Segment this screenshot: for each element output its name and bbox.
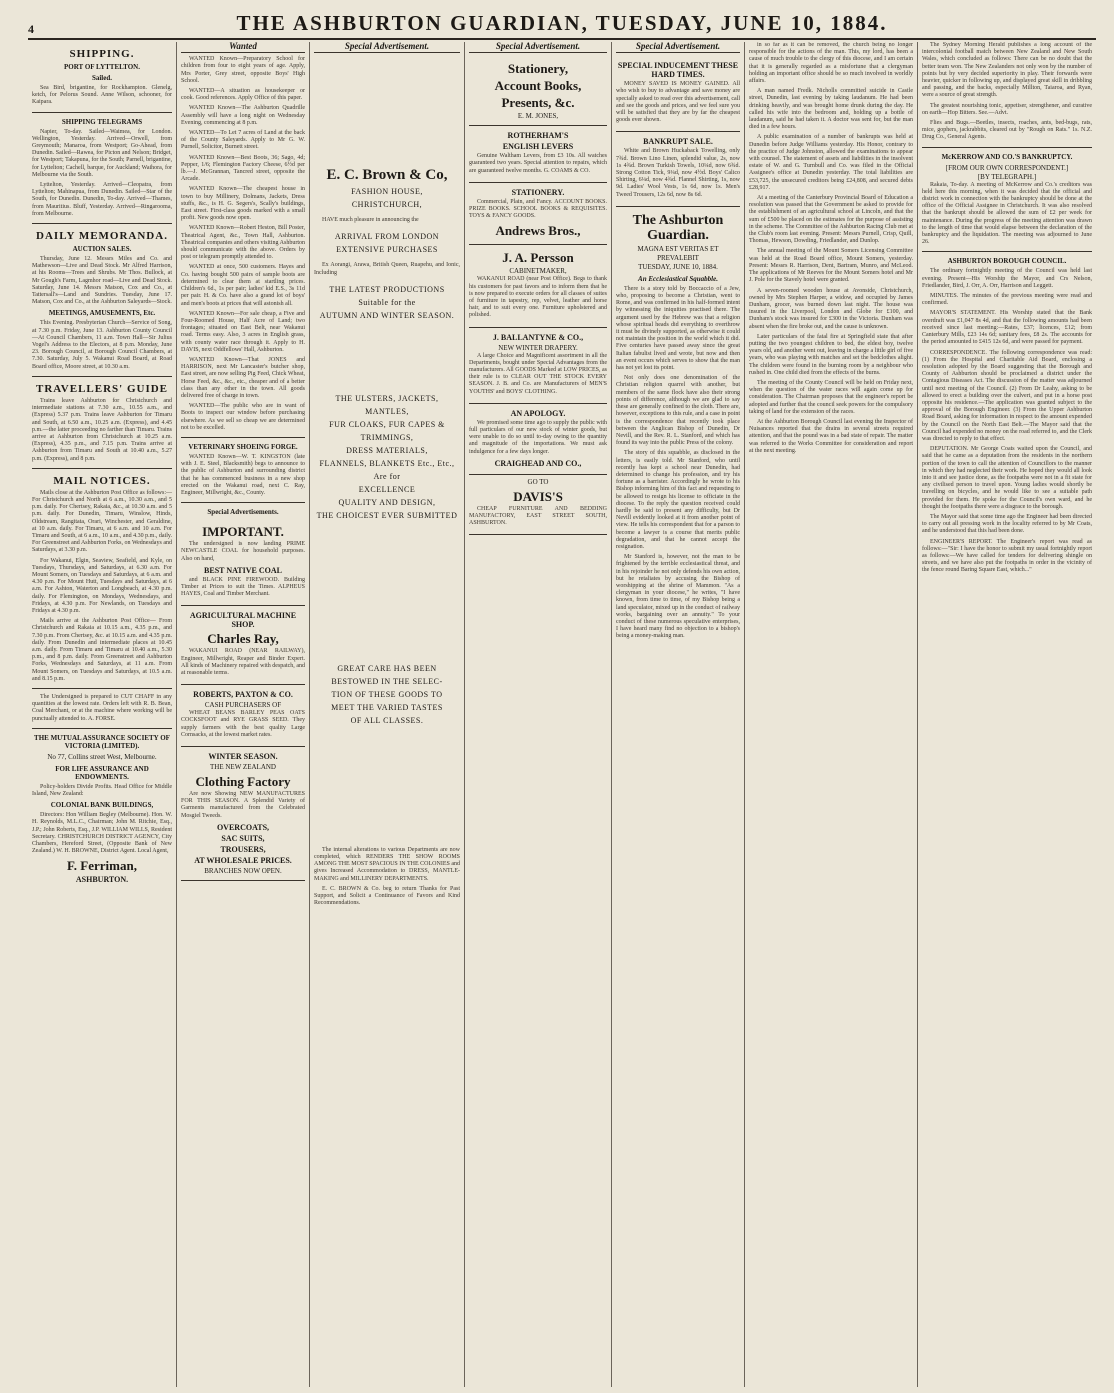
column-news — [745, 42, 918, 1387]
guardian-title: The Ashburton Guardian. — [632, 212, 724, 243]
coal-line: BEST NATIVE COAL — [204, 565, 282, 575]
rotherham-line: ROTHERHAM'S — [507, 131, 569, 141]
presents-title: Presents, &c. — [501, 95, 575, 111]
sailed-heading: Sailed. — [91, 74, 113, 82]
meetings-heading: MEETINGS, AMUSEMENTS, Etc. — [48, 309, 156, 318]
quality-line: QUALITY AND DESIGN, — [338, 497, 436, 507]
life-heading: FOR LIFE ASSURANCE AND ENDOWMENTS. — [55, 764, 149, 781]
travellers-text: Trains leave Ashburton for Christchurch and intermediate stations at 7.30 a.m., 10.55 a.m., and (Express) 5.37 p.m. Trains leave Ashburton for Timaru and South, at 6.50 a.m., 10.25 a.m. (Express), and 4.45 p.m.—the latter proceeding no farther than Timaru. Trains arrive at Ashburton from Christchurch at 10.25 a.m. (Express), 4.35 p.m., and 7.15 p.m. Trains arrive at Ashburton from Timaru and South at 10.40 a.m., 5.27 p.m. (Express), and 8 p.m. — [32, 397, 172, 462]
andrews-title: Andrews Bros., — [495, 223, 581, 239]
column-council — [918, 42, 1096, 1387]
special-heading: Special Advertisements. — [207, 508, 279, 517]
column-editorial — [612, 42, 745, 1387]
suitable-line: Suitable for the — [358, 297, 416, 307]
roberts-title: ROBERTS, PAXTON & CO. — [193, 690, 293, 700]
telegrams-heading: SHIPPING TELEGRAMS — [61, 117, 143, 126]
column-shipping — [28, 42, 177, 1387]
colonial-bank: COLONIAL BANK BUILDINGS, — [50, 801, 154, 810]
stationery2-line: STATIONERY. — [511, 187, 565, 197]
wanted-text: WANTED Known—Preparatory School for children from four to eight years of age. Apply, Mrs Porter, Grey street, opposite Boys' High School. WANTED—A situation as housekeeper or cook. Good references. Apply Office of this paper. WANTED Known—The Ashburton Quadrille Assembly will have a long night on Wednesday Evening, commencing at 8 p.m. WANTED—To Let 7 acres of Land at the back of the County Saleyards. Apply to Mr G. W. Purnell, Solicitor, Burnett street. WANTED Known—Best Boots, 36; Sago, 4d; Pepper, 1/6; Flemington Factory Cheese, 6½d per lb.—J. McGrannan, Tancred street, opposite the Arcade. WANTED Known—The cheapest house in town to buy Millinery, Dolmans, Jackets, Dress stuffs, &c., is H. G. Segers's, Scally's buildings, East street. First-class goods marked with a small profit. New goods now open. WANTED Known—Robert Heston, Bill Poster, Theatrical Agent, &c., Town Hall, Ashburton. Theatrical companies and others visiting Ashburton should communicate with the above. Orders by post or telegram promptly attended to. WANTED at once, 500 customers. Hayes and Co. having bought 500 pairs of sample boots are determined to clear them at startling prices. Children's 6d., 1s per pair; ladies' kid E.S., 3s 11d per pair. H. & Co. have also a grand lot of boys' and men's boots at prices that will astonish all. WANTED Known—For sale cheap, a Five and Four-Roomed House, Half Acre of Land; two frontages; situated on East Belt, near Wakanui road. Terms easy. Also, 3 acres in English grass, with county water race through it. Apply to H. DAVIS, next Oddfellows' Hall, Ashburton. WANTED Known—That JONES and HARRISON, next Mr Lancaster's butcher shop, East street, are now selling Pig Feed, Chick Wheat, Horse Feed, &c., &c., etc., cheaper and of a better class than any other in the town. All goods delivered free of charge in town. WANTED—The public who are in want of Boots to inspect our window before purchasing elsewhere. As we sell so cheap we are determined not to be excelled. — [181, 56, 305, 431]
telegraph-line: [BY TELEGRAPH.] — [977, 172, 1037, 181]
alterations-text: The internal alterations to various Departments are now completed, which RENDERS THE SHOW ROOMS AMONG THE MOST SPACIOUS IN THE COLONIES and gives Increased Accommodation to DRESS, MANTLE-MAKING and MILLINERY DEPARTMENTS. E. C. BROWN & Co. beg to return Thanks for Past Support, and Solicit a Continuance of Favors and Kind Recommendations. — [314, 846, 460, 907]
trousers-line: TROUSERS, — [220, 844, 266, 854]
fur-line: FUR CLOAKS, FUR CAPES & — [329, 419, 445, 429]
bestowed-line: BESTOWED IN THE SELEC- — [331, 676, 443, 686]
levers-ad: ROTHERHAM'S ENGLISH LEVERS Genuine Waltham Levers, from £3 10s. All watches guaranteed two years. Special attention to repairs, which are guaranteed twelve months. G. COAMS & CO. — [469, 126, 607, 183]
jones-ad — [469, 56, 607, 126]
extensive-line: EXTENSIVE PURCHASES — [336, 245, 438, 255]
meet-line: MEET THE VARIED TASTES — [331, 702, 443, 712]
important-title: IMPORTANT. — [202, 524, 284, 540]
mutual-office: No 77, Collins street West, Melbourne. — [47, 752, 157, 761]
memoranda-text: Thursday, June 12. Messrs Miles and Co. and Mathewson—Live and Dead Stock. Mr Alfred Harrison, at his Rooms—Trees and Shrubs. Mr Thos. Bullock, at Mr Gough's Farm, Lagmhor road—Live and Dead Stock. Saturday, June 14. Messrs Matson, Cox and Co., at Tattersall's—Land and Sundries. Tuesday, June 17. Matson, Cox and Co., at the Ashburton Saleyards—Stock. — [32, 256, 172, 306]
agent-name: F. Ferriman, — [67, 858, 137, 874]
flannels-line: FLANNELS, BLANKETS Etc., Etc., — [319, 458, 455, 468]
mckerrow-text: Rakaia, To-day. A meeting of McKerrow and Co.'s creditors was held here this morning, when it was decided that the official and district work in connection with the bankruptcy should be done at the office of the Official Assignee in Christchurch. It was also resolved that the bankrupt should be allowed the sum of £2 per week for maintenance. During the progress of the meeting attention was drawn to the length of time that would elapse between the declaration of the bankruptcy and the liquidation. The meeting was adjourned to June 26. — [922, 181, 1092, 246]
excellence-line: EXCELLENCE — [358, 484, 416, 494]
special-ad-heading-3: Special Advertisement. — [314, 42, 460, 53]
port-heading: PORT OF LYTTELTON. — [64, 63, 140, 71]
davis-title: DAVIS'S — [513, 488, 563, 504]
wanted-heading: Wanted — [181, 42, 305, 53]
go-to-line: GO TO — [527, 477, 549, 486]
ballantyne-title: J. BALLANTYNE & CO., — [492, 332, 584, 342]
auction-heading: AUCTION SALES. — [72, 245, 132, 254]
are-for-line: Are for — [373, 471, 401, 481]
great-care-line: GREAT CARE HAS BEEN — [337, 663, 437, 673]
andrews-ad: STATIONERY. Commercial, Plain, and Fancy. ACCOUNT BOOKS. PRIZE BOOKS. SCHOOL BOOKS & REQUISITES. TOYS & FANCY GOODS. Andrews Bros., — [469, 183, 607, 246]
mutual-heading: THE MUTUAL ASSURANCE SOCIETY OF VICTORIA (LIMITED). — [34, 733, 170, 750]
davis-ad: GO TO DAVIS'S CHEAP FURNITURE AND BEDDING MANUFACTORY, EAST STREET SOUTH, ASHBURTON. — [469, 475, 607, 536]
shipping-heading: SHIPPING. — [69, 48, 135, 60]
ray-ad: AGRICULTURAL MACHINE SHOP. Charles Ray, WAKANUI ROAD (NEAR RAILWAY), Engineer, Millwright, Reaper and Binder Expert. All kinds of Machinery repaired with despatch, and at reasonable terms. — [181, 606, 305, 685]
notice-text: The Undersigned is prepared to CUT CHAFF in any quantities at the lowest rate. Orders left with R. B. Bean, Coal Merchant, or at the machine where working will be punctually attended to. A. FORSE. — [32, 694, 172, 722]
memoranda-heading: DAILY MEMORANDA. — [36, 230, 168, 243]
guardian-date: TUESDAY, JUNE 10, 1884. — [638, 262, 718, 271]
drapery-line: NEW WINTER DRAPERY. — [498, 343, 578, 352]
mckerrow-heading: McKERROW AND CO.'S BANKRUPTCY. — [941, 152, 1073, 161]
cricket-text: The Sydney Morning Herald publishes a long account of the intercolonial football match between New Zealand and New South Wales, which concluded as follows: There can be no doubt that the better team won. The New Zealanders not only won by the number of points but by very decided superiority in play. Their forwards were heavier, quicker in following up, and displayed great skill in dribbling and passing, and the backs, especially Millton, Taiaroa, and Ryan, were a source of great strength. The greatest nourishing tonic, appetiser, strengthener, and curative on earth—Hop Bitters. See.—Advt. Flies and Bugs.—Beetles, insects, roaches, ants, bed-bugs, rats, mice, gophers, jackrabbits, cleared out by "Rough on Rats." 1s. N.Z. Drug Co., General Agents. — [922, 42, 1092, 141]
choicest-line: THE CHOICEST EVER SUBMITTED — [316, 510, 458, 520]
overcoats-line: OVERCOATS, — [216, 822, 270, 832]
town-line: CHRISTCHURCH, — [351, 200, 423, 210]
column-wanted — [177, 42, 310, 1387]
branches-line: BRANCHES NOW OPEN. — [204, 866, 282, 875]
meetings-text: This Evening. Presbyterian Church—Service of Song, at 7.30 p.m. Friday, June 13. Ashburton County Council—At Council Chambers, 11 a.m. Town Hall—Sir Julius Vogel's Address to the Electors, at 8 p.m. Monday, June 23. Borough Council, at Borough Council Chambers, at 7.30. Saturday, July 5. Wakanui Road Board, at Road Board office, Moore street, at 10.30 a.m. — [32, 320, 172, 370]
column-stationery — [465, 42, 612, 1387]
ray-title: Charles Ray, — [207, 631, 279, 647]
winter-heading: WINTER SEASON. — [208, 752, 278, 762]
special-ad-heading-4: Special Advertisement. — [469, 42, 607, 53]
columns — [28, 42, 1096, 1387]
agri-heading: AGRICULTURAL MACHINE SHOP. — [189, 611, 297, 630]
telegrams-text: Napier, To-day. Sailed—Waimea, for London. Wellington, Yesterday. Arrived—Orwell, from Greymouth; Manaroa, from Westport; Go-Ahead, from Dunedin. Sailed—Rawea, for Picton and Nelson; Bridget, for Westport; Takapuna, for the South; Parnell, brigantine, for Lyttelton; Cachell, barque, for Auckland; Waihora, for Melbourne via the South. Lyttelton, Yesterday. Arrived—Cleopatra, from Lyttelton; Mahinapua, from Dunedin. Sailed—Star of the South, for Dunedin. Dunedin, To-day. Arrived—Thames, from Mauritius. Bluff, Yesterday. Arrived—Ringarooma, from Melbourne. — [32, 128, 172, 217]
mutual-text: Policy-holders Divide Profits. Head Office for Middle Island, New Zealand: — [32, 783, 172, 798]
masthead — [28, 8, 1096, 40]
ulsters-line: THE ULSTERS, JACKETS, MANTLES, — [335, 393, 439, 416]
agent-town: ASHBURTON. — [75, 875, 129, 885]
travellers-heading: TRAVELLERS' GUIDE — [35, 382, 169, 395]
factory-title: Clothing Factory — [195, 774, 291, 790]
stationery-title: Stationery, — [507, 61, 569, 77]
newspaper-title: THE ASHBURTON GUARDIAN, TUESDAY, JUNE 10, 1884. — [236, 11, 888, 35]
sac-line: SAC SUITS, — [221, 833, 265, 843]
column-brown-ad: Special Advertisement. E. C. Brown & Co, FASHION HOUSE, CHRISTCHURCH, HAVE much pleasure in announcing the ARRIVAL FROM LONDON EXTENSIVE PURCHASES Ex Aorangi, Arawa, British Queen, Ruapehu, and Ionic, Including THE LATEST PRODUCTIONS Suitable for the AUTUMN AND WINTER SEASON. THE ULSTERS, JACKETS, MANTLES, FUR CLOAKS, FUR CAPES & TRIMMINGS, DRESS MATERIALS, FLANNELS, BLANKETS Etc., Etc., Are for EXCELLENCE QUALITY AND DESIGN, THE CHOICEST EVER SUBMITTED GREAT CARE HAS BEEN BESTOWED IN THE SELEC- TION OF THESE GOODS TO MEET THE VARIED TASTES OF ALL CLASSES. The internal alterations to various Departments are now completed, which RENDERS THE SHOW ROOMS AMONG THE MOST SPACIOUS IN THE COLONIES and gives Increased Accommodation to DRESS, MANTLE-MAKING and MILLINERY DEPARTMENTS. E. C. BROWN & Co. beg to return Thanks for Past Support, and Solicit a Continuance of Favors and Kind Recommendations. — [310, 42, 465, 1387]
classes-line: OF ALL CLASSES. — [350, 715, 424, 725]
wholesale-line: AT WHOLESALE PRICES. — [194, 855, 292, 865]
nz-cloth: THE NEW ZEALAND — [210, 763, 276, 772]
dress-line: DRESS MATERIALS, — [346, 445, 428, 455]
account-title: Account Books, — [494, 78, 582, 94]
council-heading: ASHBURTON BOROUGH COUNCIL. — [947, 257, 1067, 266]
jones-name: E. M. JONES, — [517, 112, 559, 121]
cabinet-line: CABINETMAKER, — [509, 267, 567, 276]
latest-line: THE LATEST PRODUCTIONS — [329, 284, 445, 294]
levers-line: ENGLISH LEVERS — [502, 142, 574, 152]
fashion-line: FASHION HOUSE, — [351, 187, 423, 197]
shipping-text: Sea Bird, brigantine, for Rockhampton. Glenelg, ketch, for Pelorus Sound. Anne Wilson, schooner, for Kaipara. — [32, 85, 172, 106]
vet-text: WANTED Known—W. T. KINGSTON (late with J. E. Steel, Blacksmith) begs to announce to the public of Ashburton and surrounding district that he has commenced business in a new shop erected on the Wakanui road, next C. Ray, Engineer, Millwright, &c., County. — [181, 453, 305, 496]
tion-line: TION OF THESE GOODS TO — [331, 689, 443, 699]
persson-ad: J. A. Persson CABINETMAKER, WAKANUI ROAD (near Post Office). Begs to thank his customers for past favors and to inform them that he is now prepared to execute orders for all classes of suites of furniture in tapestry, rep, velvet, leather and horse hair, and to suit every one. Furniture upholstered and polished. — [469, 245, 607, 327]
ballantyne-ad: J. BALLANTYNE & CO., NEW WINTER DRAPERY. A large Choice and Magnificent assortment in all the Departments, bought under Special Advantages from the manufacturers. All GOODS Marked at LOW PRICES, as their rule is to CLEAR OUT THE STOCK EVERY SEASON. J. B. and Co. are Manufacturers of MEN'S YOUTHS' and BOYS' CLOTHING. — [469, 328, 607, 404]
persson-title: J. A. Persson — [502, 250, 574, 266]
apology-title: AN APOLOGY. — [510, 408, 566, 418]
mail-heading: MAIL NOTICES. — [53, 474, 151, 487]
article-text: There is a story told by Boccaccio of a Jew, who, proposing to become a Christian, went to Rome, and was confirmed in his half-formed intent by witnessing the iniquities practised there. The argument used by the Hebrew was that a religion whose spiritual heads did everything to overthrow it must be divinely supported, as otherwise it could not maintain the position in the world which it did. Five centuries have passed away since the great Italian fabulist lived and wrote, but now and then an event occurs which serves to show that the man has not yet lost its point. Not only does one denomination of the Christian religion quarrel with another, but members of the same flock have also their strong points of difference, although we are glad to say these are generally confined to the cloth. There are, however, exceptions to this rule, and a case in point is the correspondence that recently took place between the Anglican Bishop of Dunedin, Dr Nevill, and the Rev. R. L. Stanford, and which has found its way into the public Press of the colony. The story of this squabble, as disclosed in the letters, is easily told. Mr Stanford, who until recently has kept a school near Dunedin, had determined to change his profession, and try his fortune as a barrister. Accordingly he wrote to his Bishop informing him of this fact and requesting to be allowed to resign his license to officiate in the diocese. To the reply the question received could hardly be said to present any difficulty, but Dr Nevill evidently looked at it from another point of view. He tells his correspondent that for a parson to become a lawyer is a course that merits public degradation, and that he cannot accept the resignation. Mr Stanford is, however, not the man to be frightened by the terrible ecclesiastical threat, and in his rejoinder he not only defends his own action, but he retaliates by accusing the Bishop of worshipping at the shrine of Mammon. "As a clergyman in your diocese," he writes, "I have known, from time to time, of my Bishop being a land speculator, mixed up in the conduct of railway works, bargaining over an annuity." To your conduct of these numerous speculative enterprises, I have heard many find no objection to a bishop's being a money-making man. — [616, 285, 740, 640]
brown-title: E. C. Brown & Co, — [326, 167, 448, 184]
trimmings-line: TRIMMINGS, — [360, 432, 414, 442]
special-ad-heading-5: Special Advertisement. — [616, 42, 740, 53]
roberts-buy: CASH PURCHASERS OF — [204, 701, 282, 710]
inducement-ad: SPECIAL INDUCEMENT THESE HARD TIMES. MONEY SAVED IS MONEY GAINED. All who wish to buy to advantage and save money are specially asked to read over this advertisement, call and see the goods and prices, and we feel sure you will be satisfied that they are by far the cheapest goods ever shown. — [616, 56, 740, 132]
coal-ad: IMPORTANT. The undersigned is now landing PRIME NEWCASTLE COAL for household purposes. Also on hand, BEST NATIVE COAL and BLACK PINE FIREWOOD. Building Timber at Prices to suit the Times. ALPHEUS HAYES, Coal and Timber Merchant. — [181, 519, 305, 606]
article-title: An Ecclesiastical Squabble. — [638, 274, 718, 283]
vet-heading: VETERINARY SHOEING FORGE. — [188, 442, 298, 451]
roberts-ad: ROBERTS, PAXTON & CO. CASH PURCHASERS OF WHEAT BEANS BARLEY PEAS OATS COCKSFOOT and RYE GRASS SEED. They supply farmers with the best quality Large Cornsacks, at the lowest market rates. — [181, 685, 305, 747]
bankrupt-ad: BANKRUPT SALE. White and Brown Huckaback Towelling, only 7¾d. Brown Lino Linen, splendid value, 2s, now 1s 4¾d. Brown Turkish Towels, 10¼d, now 6¾d. Strong Cotton Tick, 9¼d, now 4½d. Boys' Calico Shirting, 6¼d, now 4¾d. Flannel Shirting, 1s, now 9d. Ladies' Wool Vests, 1s 6d, now 1s. Men's Tweed Trousers, 12s 6d, now 8s 6d. — [616, 132, 740, 206]
inducement-title: SPECIAL INDUCEMENT THESE HARD TIMES. — [617, 61, 739, 80]
page-number: 4 — [28, 22, 34, 36]
news-text: in so far as it can be removed, the church being no longer responsible for the actions of the man. This, my lord, has been a cause of much trouble to the clergy of this diocese, and I am certain that it is generally regarded as a misfortune that a clergyman holding an important office should be so much involved in worldly affairs. A man named Fredk. Nicholls committed suicide in Castle street, Dunedin, last evening by taking laudanum. He had been drinking heavily, and was brought home drunk during the day. He called his wife into the bedroom and, holding up a bottle of laudanum, said he had taken it. A doctor was sent for, but the man died in a few hours. A public examination of a number of bankrupts was held at Dunedin before Judge Williams yesterday. His Honor, contrary to the practice of Judge Johnston, allowed the examinations to appear with counsel. The statement of assets and liabilities in the insolvent estate of W. and G. Turnbull and Co. was filed in the Official Assignee's office at Dunedin yesterday. The total liabilities are £53,725, the unsecured creditors being £24,808, and secured debts £28,917. At a meeting of the Canterbury Provincial Board of Education a resolution was passed that the Government be asked to provide for the establishment of an agricultural school at Lincoln, and that the sum of £500 be placed on the estimates for the purpose of assisting in the scheme. The Committee of the Ashburton Racing Club met at the Club's room last evening. Present: Messrs Purnell, Crisp, Quill, Thomas, Hewson, Dowding, Friedlander, and Dunlop. The annual meeting of the Mount Somers Licensing Committee was held at the Road Board office, Mount Somers, yesterday. Present: Messrs R. Harrison, Dent, Bartram, Munro, and McLeod. The applications of Mr Reeves for the Mount Somers hotel and Mr J. Pole for the Stavely hotel were granted. A seven-roomed wooden house at Avonside, Christchurch, owned by Mrs Stephen Harper, a widow, and occupied by James Dunham, grocer, was burned down last night. The house was insured in the Liverpool, London and Globe for £100, and Dunham's stock was insured for £300 in the Victoria. Dunham was absent when the fire broke out, and the cause is unknown. Later particulars of the fatal fire at Springfield state that after putting the two youngest children to bed, the eldest boy, twelve years old, and another went out, leaving in charge a little girl of five years, who was playing with matches and set the bedclothes alight. The children were found in the burning room by a neighbour who rushed in. One child died from the effects of the burns. The meeting of the County Council will be held on Friday next, when the question of the water races will again come up for consideration. The Chairman proposes that the engineer's report be adopted and further that the council seek powers for the compulsory taking of land for the extension of the races. At the Ashburton Borough Council last evening the Inspector of Nuisances reported that the drains in several streets required attention, and that the pound was in a bad state of repair. The matter was referred to the Works Committee for consideration and report at the next meeting. — [749, 42, 913, 454]
directors-text: Directors: Hon William Begley (Melbourne). Hon. W. H. Reynolds, M.L.C., Chairman; John M. Ritchie, Esq., J.P.; John Roberts, Esq., J.P. WILLIAM WILLS, Resident Secretary. CHRISTCHURCH DISTRICT AGENCY, City Chambers, Hereford Street, (Opposite Bank of New Zealand.) W. H. BROWNE, District Agent. Local Agent, — [32, 812, 172, 855]
bankrupt-title: BANKRUPT SALE. — [643, 137, 713, 147]
correspondent-line: [FROM OUR OWN CORRESPONDENT.] — [945, 163, 1069, 172]
season-line: AUTUMN AND WINTER SEASON. — [319, 310, 455, 320]
clothing-ad: WINTER SEASON. THE NEW ZEALAND Clothing Factory Are now Showing NEW MANUFACTURES FOR THIS SEASON. A Splendid Variety of Garments manufactured from the Celebrated Mosgiel Tweeds. OVERCOATS, SAC SUITS, TROUSERS, AT WHOLESALE PRICES. BRANCHES NOW OPEN. — [181, 747, 305, 881]
council-text: The ordinary fortnightly meeting of the Council was held last evening. Present—His Worship the Mayor, and Crs Nelson, Friedlander, Bird, J. Orr, A. Orr, Harrison and Leggett. MINUTES. The minutes of the previous meeting were read and confirmed. MAYOR'S STATEMENT. His Worship stated that the Bank overdraft was £1,047 8s 4d, and that the following amounts had been received since last meeting:—Rates, £37; licences, £12; from Canterbury Mills, £23 14s 6d; sanitary fees, £8 2s. The accounts for the period amounted to £415 12s 6d, and were passed for payment. CORRESPONDENCE. The following correspondence was read: (1) From the Hospital and Charitable Aid Board, enclosing a resolution adopted by the Board suggesting that the Borough and County of Ashburton should be proclaimed a district under the Contagious Diseases Act. The discussion of the matter was adjourned until next meeting of the Council. (2) From Dr Leahy, asking to be allowed to erect a building over the culvert, and put in a horse post opposite his residence.—The application was granted subject to the approval of the Borough Engineer. (3) From the Upper Ashburton Road Board, asking for information in respect to the amount expended by the Council on the North East Belt.—The Mayor said that the Council had expended no money on the road referred to, and the Clerk was directed to reply to that effect. DEPUTATION. Mr George Coats waited upon the Council, and said that he came as a deputation from the residents in the northern portion of the town to call the attention of Councillors to the manner in which they had neglected their work. He hoped they would all look into it and see justice done, as the footpaths were not in a fit state for any civilised person to travel upon. Young ladies would shortly be travelling on bicycles, and he would like to see a suitable path provided for them. He spoke for the Council's own ward, and he thought the footpaths there were a disgrace to the borough. The Mayor said that some time ago the Engineer had been directed to carry out all pressing work in the locality referred to by Mr Coats, and he understood that this had been done. ENGINEER'S REPORT. The Engineer's report was read as follows:—"Sir: I have the honor to submit my usual fortnightly report as follows:—We have called for tenders for delivering shingle on streets, and we have also put the footpaths in order in the vicinity of the fence round Baring Square East, which..." — [922, 268, 1092, 574]
guardian-motto: MAGNA EST VERITAS ET PREVALEBIT — [637, 244, 719, 262]
apology-ad: AN APOLOGY. We promised some time ago to supply the public with full particulars of our new stock of winter goods, but were unable to do so until to-day owing to the quantity and magnitude of the importations. We must ask indulgence for a few days longer. CRAIGHEAD AND CO., — [469, 404, 607, 475]
craighead-title: CRAIGHEAD AND CO., — [494, 458, 582, 468]
arrival-line: ARRIVAL FROM LONDON — [334, 232, 440, 242]
mail-text: Mails close at the Ashburton Post Office as follows:— For Christchurch and North at 6 a.m., 10.30 a.m., and 5 p.m. daily. For Chertsey, Rakaia, &c., at 10.30 a.m. and 5 p.m. daily. For Dunedin, Timaru, Winslow, Hinds, Oldstream, Rangitata, Orari, Winchester, and Geraldine, at 10 a.m. daily. For Timaru, at 6 a.m. and 10 a.m. For Timaru and South, at 6 a.m., 10 a.m., and 4.30 p.m., daily. For Greenstreet and Ashburton Forks, on Wednesdays and Saturdays, at 3.30 p.m. For Wakanui, Elgin, Seaview, Seafield, and Kyle, on Tuesdays, Thursdays, and Saturdays, at 6.30 a.m. For Mount Somers, on Tuesdays and Saturdays, at 6 a.m. and 4.30 p.m. For Mount Hutt, Tuesdays and Saturdays, at 6 a.m. For Ashton, Waterton and Longbeach, at 4.30 p.m. daily. For Flemington, on Mondays, Wednesdays, and Fridays, at 4.30 p.m. For Newlands, on Tuesdays and Fridays at 4.30 p.m. Mails arrive at the Ashburton Post Office— From Christchurch and Rakaia at 10.15 a.m., 4.35 p.m., and 7.30 p.m. From Chertsey, &c. at 10.15 a.m. and 4.35 p.m. daily. From Dunedin and intermediate places at 10.45 a.m. daily. From Timaru and Timaru at 10.40 a.m., 5.30 p.m., and 8 p.m. daily. From Greenstreet and Ashburton Forks, Wednesdays and Saturdays, at 11 a.m. From Mount Somers, on Tuesdays and Saturdays, at 10.5 a.m. and 8.15 p.m. — [32, 489, 172, 682]
